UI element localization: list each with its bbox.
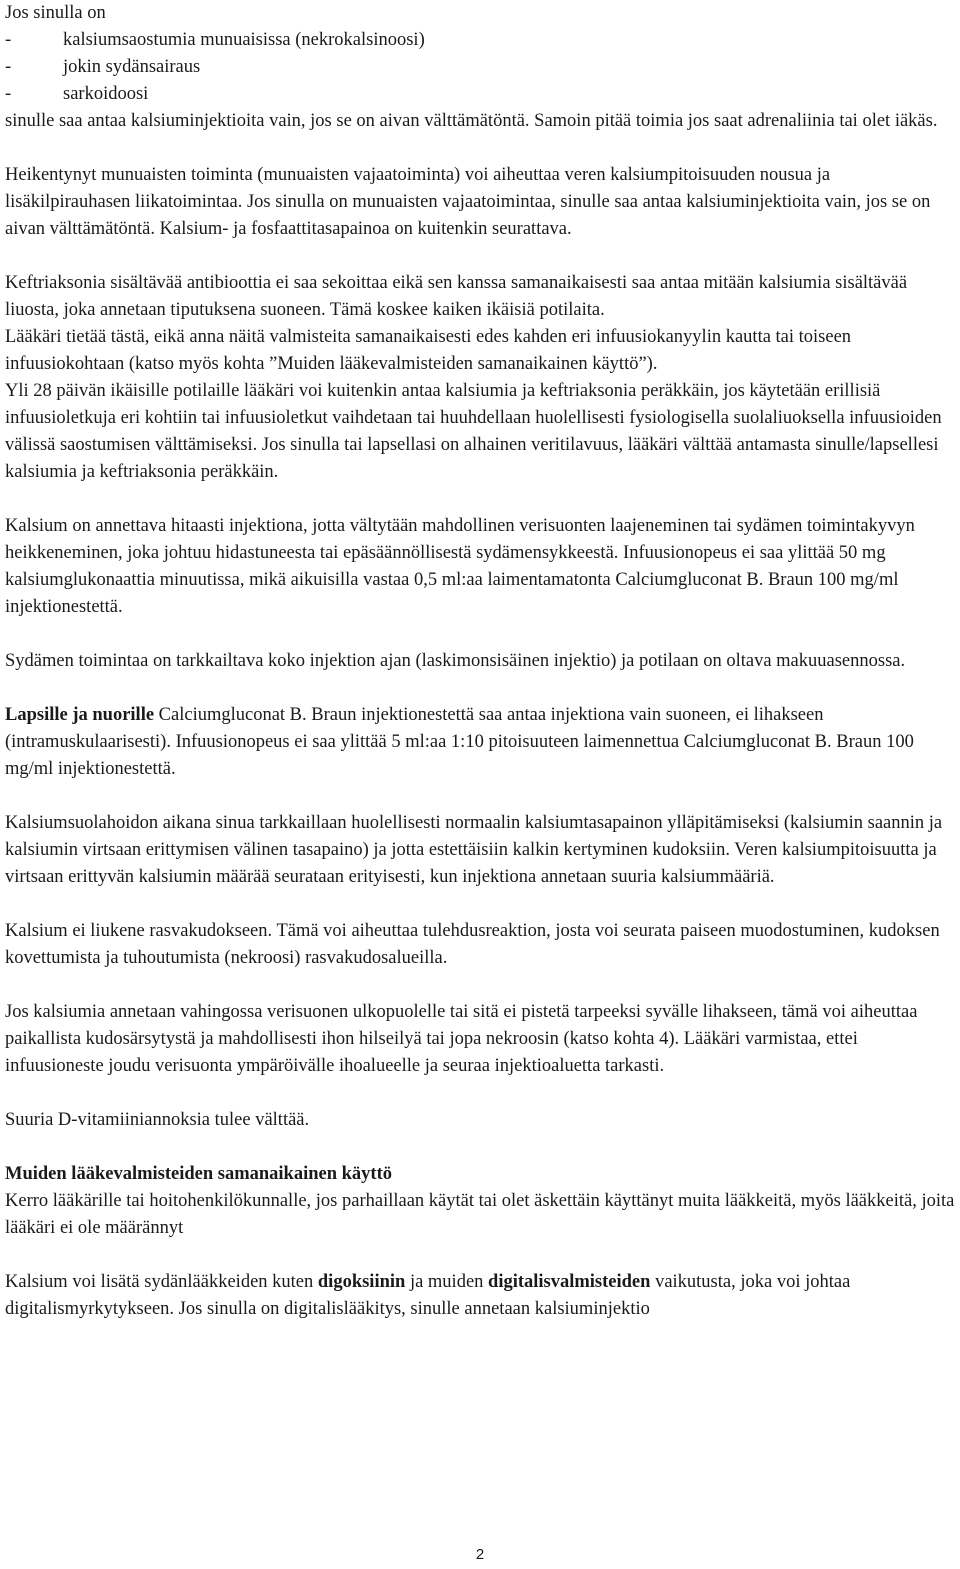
list-dash: -	[5, 84, 12, 104]
paragraph-fat-tissue: Kalsium ei liukene rasvakudokseen. Tämä voi aiheuttaa tulehdusreaktion, josta voi seurata paiseen muodostuminen, kudoksen kovettumista ja tuhoutumista (nekroosi) rasvakudosalueilla.	[5, 921, 940, 968]
paragraph-ceftriaxone-1: Keftriaksonia sisältävää antibioottia ei saa sekoittaa eikä sen kanssa samanaikaisesti saa antaa mitään kalsiumia sisältävää liuosta, joka annetaan tiputuksena suoneen. Tämä koskee kaiken ikäisiä potilaita.	[5, 273, 908, 320]
paragraph-children	[5, 702, 957, 783]
list-item-text: kalsiumsaostumia munuaisissa (nekrokalsinoosi)	[63, 30, 425, 50]
paragraph-kidney: Heikentynyt munuaisten toiminta (munuaisten vajaatoiminta) voi aiheuttaa veren kalsiumpitoisuuden nousua ja lisäkilpirauhasen liikatoimintaa. Jos sinulla on munuaisten vajaatoimintaa, sinulle saa antaa kalsiuminjektioita vain, jos se on aivan välttämätöntä. Kalsium- ja fosfaattitasapainoa on kuitenkin seurattava.	[5, 165, 931, 239]
list-dash: -	[5, 30, 12, 50]
paragraph-vitamin-d: Suuria D-vitamiiniannoksia tulee välttää.	[5, 1110, 310, 1130]
children-heading: Lapsille ja nuorille	[5, 705, 155, 725]
intro-after: sinulle saa antaa kalsiuminjektioita vain, jos se on aivan välttämätöntä. Samoin pitää toimia jos saat adrenaliinia tai olet iäkäs.	[5, 111, 938, 131]
paragraph-digoxin: Kalsium voi lisätä sydänlääkkeiden kuten digoksiinin ja muiden digitalisvalmisteiden vaikutusta, joka voi johtaa digitalismyrkytykseen. Jos sinulla on digitalislääkitys, sinulle annetaan kalsiuminjektio	[5, 1272, 851, 1319]
term-digitalis: digitalisvalmisteiden	[488, 1272, 651, 1292]
paragraph-ceftriaxone-3: Yli 28 päivän ikäisille potilaille lääkäri voi kuitenkin antaa kalsiumia ja keftriaksonia peräkkäin, jos käytetään erillisiä infuusioletkuja eri kohtiin tai infuusioletkut vaihdetaan tai huuhdellaan huolellisesti fysiologisella suolaliuoksella infuusioiden välissä saostumisen välttämiseksi. Jos sinulla tai lapsellasi on alhainen veritilavuus, lääkäri välttää antamasta sinulle/lapsellesi kalsiumia ja keftriaksonia peräkkäin.	[5, 381, 942, 482]
list-item-text: jokin sydänsairaus	[63, 57, 201, 77]
term-digoxin: digoksiinin	[317, 1272, 406, 1292]
paragraph-balance: Kalsiumsuolahoidon aikana sinua tarkkaillaan huolellisesti normaalin kalsiumtasapainon ylläpitämiseksi (kalsiumin saannin ja kalsiumin virtsaan erittymisen välinen tasapaino) ja jotta estettäisiin kalkin kertyminen kudoksiin. Veren kalsiumpitoisuutta ja virtsaan erittyvän kalsiumin määrää seurataan erityisesti, kun injektiona annetaan suuria kalsiummääriä.	[5, 813, 943, 887]
list-item-text: sarkoidoosi	[63, 84, 149, 104]
list-item	[5, 81, 957, 108]
paragraph-interactions: Kerro lääkärille tai hoitohenkilökunnalle, jos parhaillaan käytät tai olet äskettäin käyttänyt muita lääkkeitä, myös lääkkeitä, joita lääkäri ei ole määrännyt	[5, 1191, 955, 1238]
paragraph-ceftriaxone-2: Lääkäri tietää tästä, eikä anna näitä valmisteita samanaikaisesti edes kahden eri infuusiokanyylin kautta tai toiseen infuusiokohtaan (katso myös kohta ”Muiden lääkevalmisteiden samanaikainen käyttö”).	[5, 327, 852, 374]
paragraph-slow-injection: Kalsium on annettava hitaasti injektiona, jotta vältytään mahdollinen verisuonten laajeneminen tai sydämen toimintakyvyn heikkeneminen, joka johtuu hidastuneesta tai epäsäännöllisestä sydämensykkeestä. Infuusionopeus ei saa ylittää 50 mg kalsiumglukonaattia minuutissa, mikä aikuisilla vastaa 0,5 ml:aa laimentamatonta Calciumgluconat B. Braun 100 mg/ml injektionestettä.	[5, 516, 915, 617]
document-page	[5, 0, 957, 1323]
condition-list	[5, 27, 957, 108]
list-item	[5, 27, 957, 54]
children-text: Calciumgluconat B. Braun injektionestettä saa antaa injektiona vain suoneen, ei lihakseen (intramuskulaarisesti). Infuusionopeus ei saa ylittää 5 ml:aa 1:10 pitoisuuteen laimennettua Calciumgluconat B. Braun 100 mg/ml injektionestettä.	[5, 705, 914, 779]
list-item	[5, 54, 957, 81]
paragraph-extravasation: Jos kalsiumia annetaan vahingossa verisuonen ulkopuolelle tai sitä ei pistetä tarpeeksi syvälle lihakseen, tämä voi aiheuttaa paikallista kudosärsytystä ja mahdollisesti ihon hilseilyä tai jopa nekroosin (katso kohta 4). Lääkäri varmistaa, ettei infuusioneste joudu verisuonta ympäröivälle ihoalueelle ja seuraa injektioaluetta tarkasti.	[5, 1002, 918, 1076]
page-number: 2	[475, 1546, 485, 1563]
list-dash: -	[5, 57, 12, 77]
section-heading-interactions: Muiden lääkevalmisteiden samanaikainen käyttö	[5, 1164, 393, 1184]
intro-lead: Jos sinulla on	[5, 3, 106, 23]
paragraph-heart-monitor: Sydämen toimintaa on tarkkailtava koko injektion ajan (laskimonsisäinen injektio) ja potilaan on oltava makuuasennossa.	[5, 651, 906, 671]
